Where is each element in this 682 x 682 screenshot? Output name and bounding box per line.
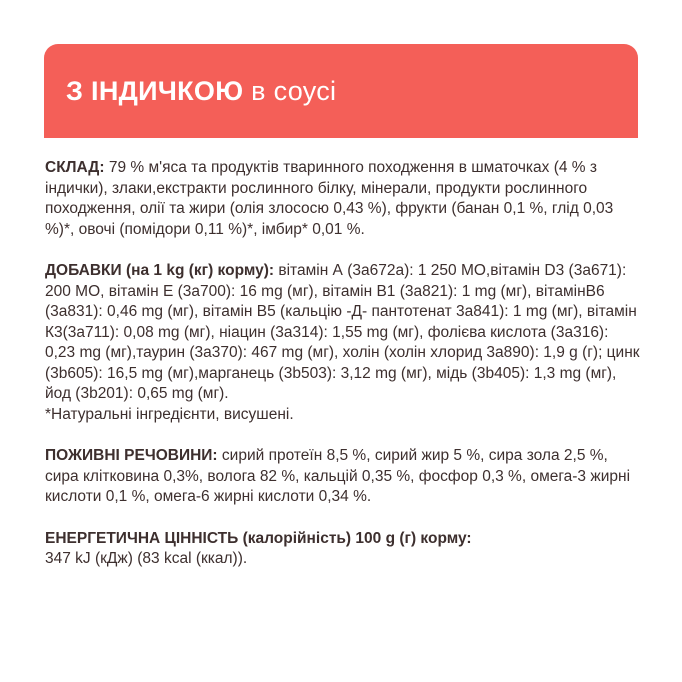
product-title	[66, 76, 336, 107]
nutrients-section	[45, 446, 641, 508]
nutrients-label: ПОЖИВНІ РЕЧОВИНИ:	[45, 447, 218, 464]
energy-section	[45, 529, 641, 570]
additives-section	[45, 261, 641, 425]
additives-note: *Натуральні інгредієнти, висушені.	[45, 405, 294, 423]
energy-label: ЕНЕРГЕТИЧНА ЦІННІСТЬ (калорійність) 100 g (г) корму:	[45, 529, 472, 547]
energy-text: 347 kJ (кДж) (83 kcal (ккал)).	[45, 550, 248, 567]
header-banner	[44, 44, 638, 138]
additives-text: вітамін А (3а672а): 1 250 МО,вітамін D3 (3а671): 200 МО, вітамін Е (3а700): 16 mg (мг), вітамін В1 (3а821): 1 mg (мг), вітамінВ6 (3а831): 0,46 mg (мг), вітамін В5 (кальцію -Д- пантотенат 3а841): 1 mg (мг), вітамін К3(3а711): 0,08 mg (мг), ніацин (3а314): 1,55 mg (мг), фолієва кислота (3а316): 0,23 mg (мг),таурин (3а370): 467 mg (мг), холін (холін хлорид 3а890): 1,9 g (г); цинк (3b605): 16,5 mg (мг),марганець (3b503): 3,12 mg (мг), мідь (3b405): 1,3 mg (мг), йод (3b201): 0,65 mg (мг).	[45, 262, 640, 402]
additives-label: ДОБАВКИ (на 1 kg (кг) корму):	[45, 262, 275, 279]
composition-paragraph	[45, 158, 641, 240]
product-title-bold: З ІНДИЧКОЮ	[66, 75, 244, 106]
composition-section	[45, 158, 641, 240]
additives-paragraph	[45, 261, 641, 405]
composition-label: СКЛАД:	[45, 159, 105, 176]
composition-text: 79 % м'яса та продуктів тваринного походження в шматочках (4 % з індички), злаки,екстракти рослинного білку, мінерали, продукти рослинного походження, олії та жири (олія злососю 0,43 %), фрукти (банан 0,1 %, глід 0,03 %)*, овочі (помідори 0,11 %)*, імбир* 0,01 %.	[45, 159, 614, 238]
nutrients-text: сирий протеїн 8,5 %, сирий жир 5 %, сира зола 2,5 %, сира клітковина 0,3%, волога 82 %, кальцій 0,35 %, фосфор 0,3 %, омега-3 жирні кислоти 0,1 %, омега-6 жирні кислоти 0,34 %.	[45, 447, 631, 505]
product-info	[45, 158, 641, 591]
product-title-rest: в соусі	[243, 75, 337, 106]
nutrients-paragraph	[45, 446, 641, 508]
